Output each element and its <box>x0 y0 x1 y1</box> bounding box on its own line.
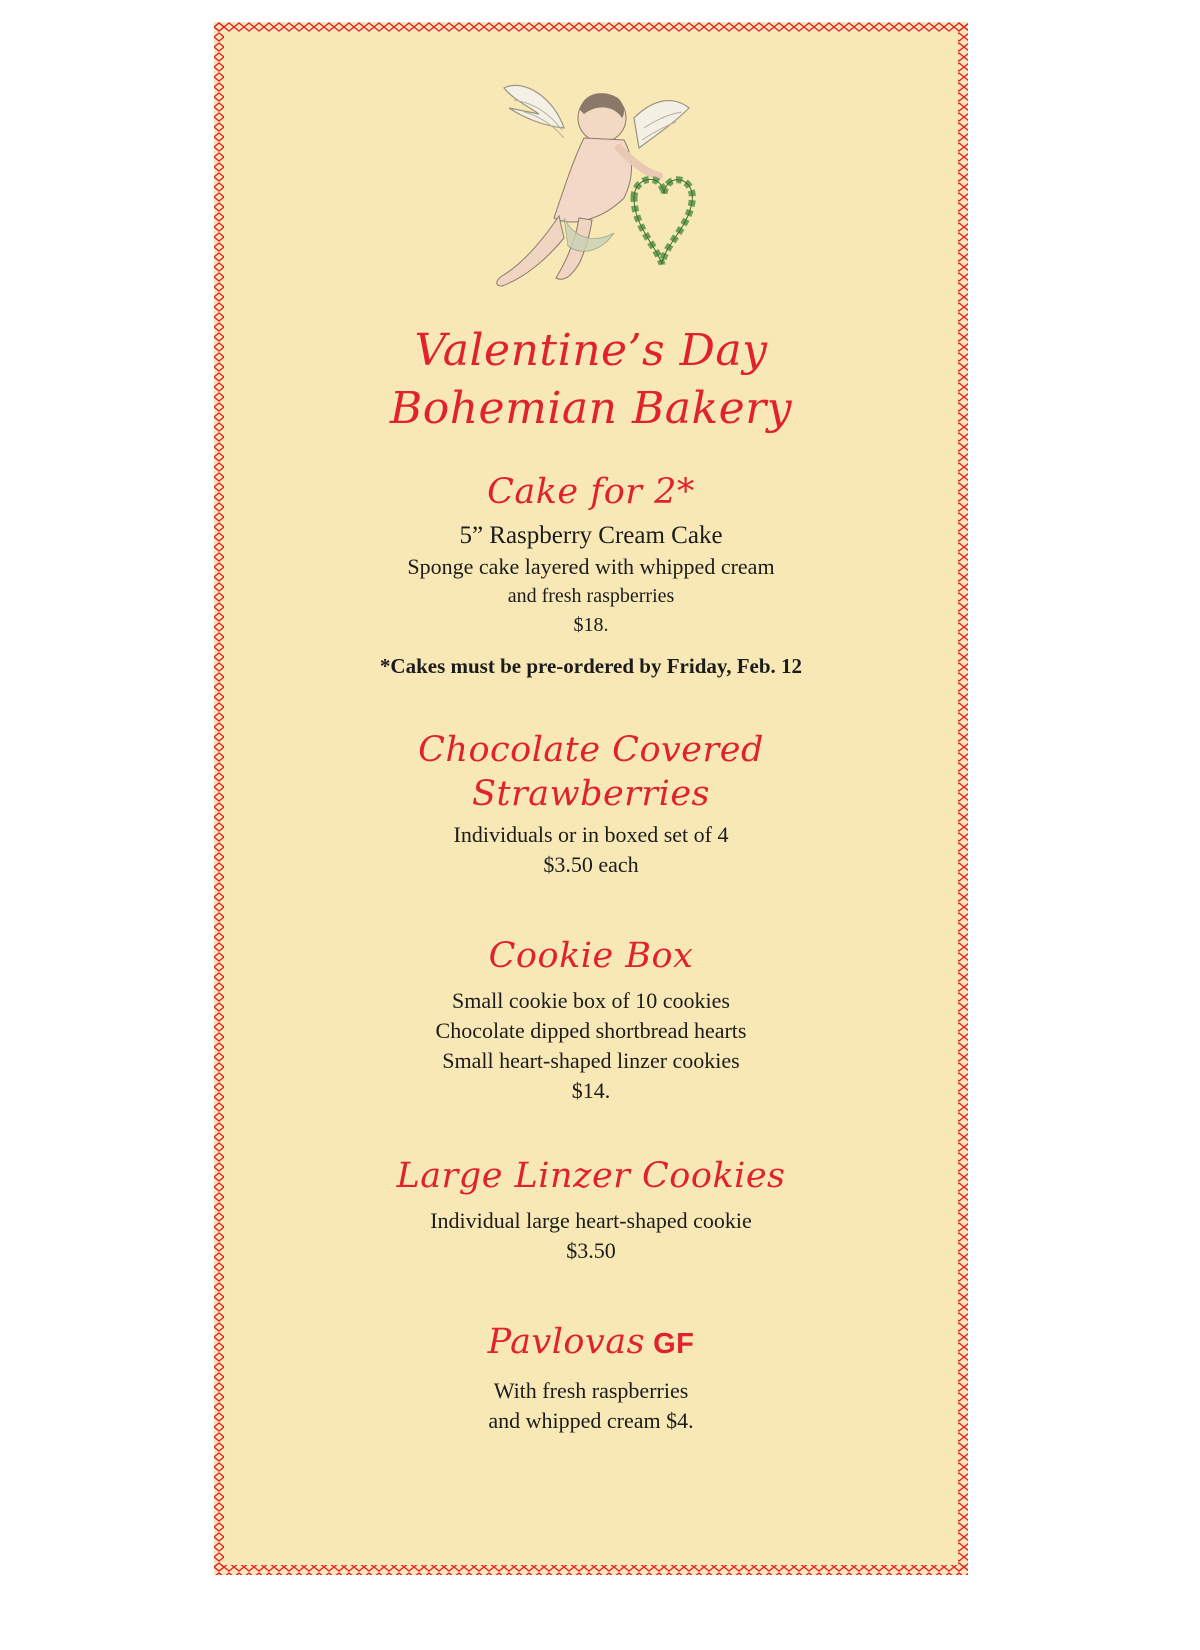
section-cake <box>214 470 968 679</box>
preorder-note: *Cakes must be pre-ordered by Friday, Feb. 12 <box>379 654 803 678</box>
cherub-with-laurel-heart-icon <box>484 68 704 308</box>
item-description: Sponge cake layered with whipped cream <box>407 554 775 579</box>
item-price: $3.50 each <box>543 852 639 877</box>
item-price: $14. <box>571 1078 611 1103</box>
section-cookie-box <box>214 934 968 1106</box>
item-description: Chocolate dipped shortbread hearts <box>435 1018 747 1043</box>
section-linzer <box>214 1154 968 1266</box>
item-description: Small cookie box of 10 cookies <box>451 988 730 1013</box>
item-description: Small heart-shaped linzer cookies <box>442 1048 740 1073</box>
section-strawberries <box>214 728 968 880</box>
gluten-free-badge: GF <box>653 1328 695 1360</box>
item-description: Individuals or in boxed set of 4 <box>453 822 729 847</box>
section-heading: Cake for 2* <box>487 472 695 512</box>
section-heading <box>214 1320 968 1366</box>
section-pavlovas <box>214 1320 968 1436</box>
item-description: With fresh raspberries <box>493 1378 689 1403</box>
page-title <box>214 322 968 438</box>
section-heading: Chocolate Covered <box>418 730 764 770</box>
section-heading: Large Linzer Cookies <box>396 1156 786 1196</box>
item-description: and fresh raspberries <box>507 585 675 607</box>
item-name: 5” Raspberry Cream Cake <box>459 522 723 549</box>
menu-card <box>214 22 968 1575</box>
section-heading-text: Pavlovas <box>487 1322 646 1362</box>
section-heading: Cookie Box <box>488 936 694 976</box>
item-description: Individual large heart-shaped cookie <box>430 1208 752 1233</box>
item-price: $18. <box>573 614 609 636</box>
section-heading: Strawberries <box>471 774 711 814</box>
item-price: $3.50 <box>566 1238 616 1263</box>
title-line-1: Valentine’s Day <box>414 325 768 376</box>
item-price: and whipped cream $4. <box>488 1408 694 1433</box>
title-line-2: Bohemian Bakery <box>389 383 793 434</box>
